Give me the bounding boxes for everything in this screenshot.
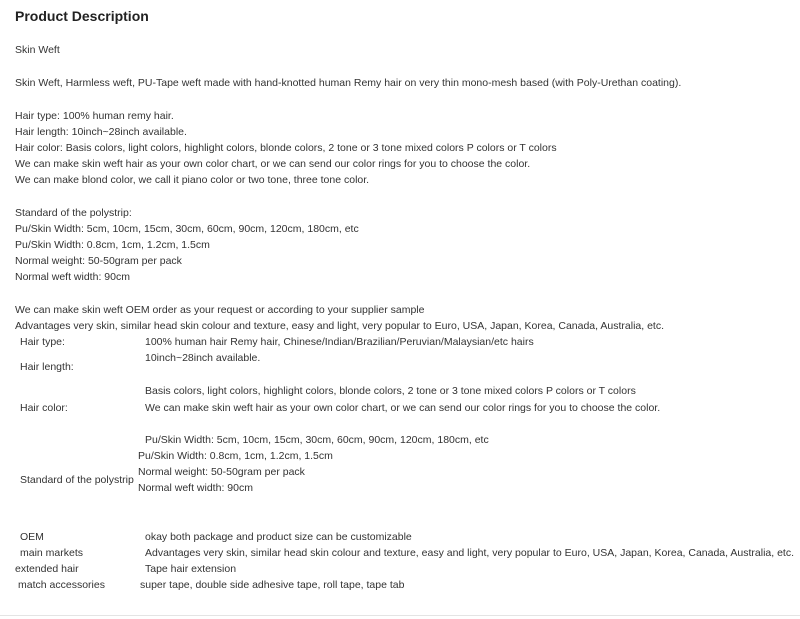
spec-label-match-accessories: match accessories [18, 579, 105, 591]
oem-advantages: Advantages very skin, similar head skin colour and texture, easy and light, very popular to Euro, USA, Japan, Korea, Canada, Australia, etc. [15, 320, 665, 332]
spec-label-extended-hair: extended hair [15, 563, 79, 575]
detail-hair-color: Hair color: Basis colors, light colors, highlight colors, blonde colors, 2 tone or 3 tone mixed colors P colors or T colors [15, 142, 557, 154]
detail-hair-type: Hair type: 100% human remy hair. [15, 110, 174, 122]
polystrip-width-cm: Pu/Skin Width: 5cm, 10cm, 15cm, 30cm, 60cm, 90cm, 120cm, 180cm, etc [15, 223, 359, 235]
spec-value-oem: okay both package and product size can be customizable [145, 531, 412, 543]
spec-value-main-markets: Advantages very skin, similar head skin colour and texture, easy and light, very popular to Euro, USA, Japan, Korea, Canada, Australia, etc. [145, 547, 795, 559]
intro-summary: Skin Weft, Harmless weft, PU-Tape weft made with hand-knotted human Remy hair on very thin mono-mesh based (with Poly-Urethan coating). [15, 77, 682, 89]
detail-hair-length: Hair length: 10inch~28inch available. [15, 126, 187, 138]
spec-value-match-accessories: super tape, double side adhesive tape, roll tape, tape tab [140, 579, 405, 591]
spec-label-hair-color: Hair color: [20, 402, 68, 414]
spec-value-hair-color-2: We can make skin weft hair as your own color chart, or we can send our color rings for you to choose the color. [145, 402, 661, 414]
spec-value-hair-color-1: Basis colors, light colors, highlight colors, blonde colors, 2 tone or 3 tone mixed colors P colors or T colors [145, 385, 636, 397]
spec-value-polystrip-3: Normal weight: 50-50gram per pack [138, 466, 305, 478]
spec-value-extended-hair: Tape hair extension [145, 563, 237, 575]
spec-label-hair-length: Hair length: [20, 361, 74, 373]
detail-blond-color: We can make blond color, we call it piano color or two tone, three tone color. [15, 174, 370, 186]
polystrip-heading: Standard of the polystrip: [15, 207, 132, 219]
spec-value-hair-length: 10inch~28inch available. [145, 352, 261, 364]
polystrip-weft-width: Normal weft width: 90cm [15, 271, 130, 283]
spec-label-oem: OEM [20, 531, 44, 543]
spec-label-main-markets: main markets [20, 547, 84, 559]
intro-heading: Skin Weft [15, 44, 60, 56]
detail-color-chart: We can make skin weft hair as your own color chart, or we can send our color rings for you to choose the color. [15, 158, 531, 170]
page-title: Product Description [15, 8, 149, 24]
spec-value-polystrip-4: Normal weft width: 90cm [138, 482, 253, 494]
polystrip-width-small: Pu/Skin Width: 0.8cm, 1cm, 1.2cm, 1.5cm [15, 239, 210, 251]
spec-label-polystrip: Standard of the polystrip [20, 474, 134, 486]
spec-value-hair-type: 100% human hair Remy hair, Chinese/Indian/Brazilian/Peruvian/Malaysian/etc hairs [145, 336, 534, 348]
oem-request: We can make skin weft OEM order as your request or according to your supplier sample [15, 304, 425, 316]
bottom-divider [0, 615, 800, 616]
spec-label-hair-type: Hair type: [20, 336, 65, 348]
spec-value-polystrip-1: Pu/Skin Width: 5cm, 10cm, 15cm, 30cm, 60cm, 90cm, 120cm, 180cm, etc [145, 434, 489, 446]
polystrip-weight: Normal weight: 50-50gram per pack [15, 255, 182, 267]
spec-value-polystrip-2: Pu/Skin Width: 0.8cm, 1cm, 1.2cm, 1.5cm [138, 450, 333, 462]
